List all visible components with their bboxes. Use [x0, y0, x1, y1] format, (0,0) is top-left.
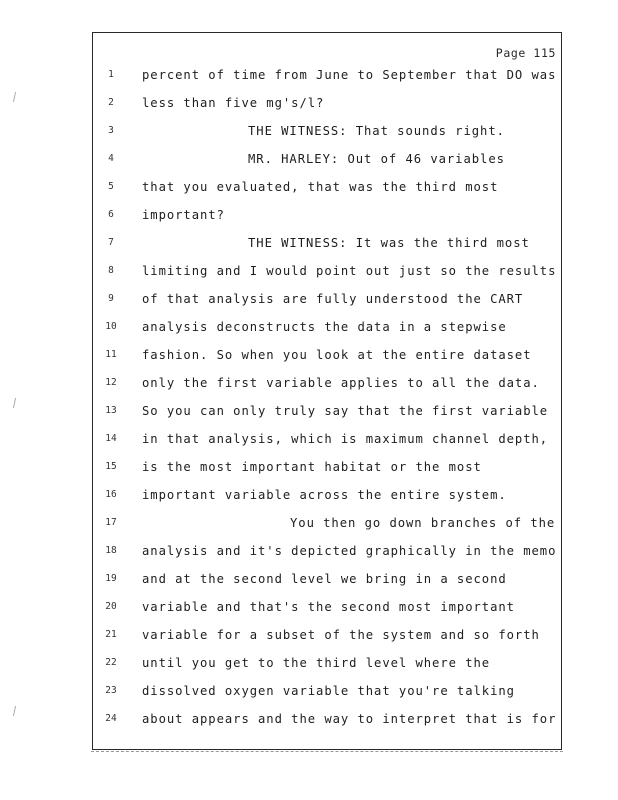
line-number: 22: [105, 657, 117, 668]
line-number: 19: [105, 573, 117, 584]
transcript-line: [0, 201, 618, 229]
transcript-line: [0, 229, 618, 257]
transcript-line: [0, 453, 618, 481]
transcript-line: [0, 145, 618, 173]
line-number: 3: [108, 125, 114, 136]
line-text: about appears and the way to interpret that is for: [142, 712, 557, 726]
line-text: less than five mg's/l?: [142, 96, 325, 110]
line-number: 21: [105, 629, 117, 640]
line-text: THE WITNESS: That sounds right.: [248, 124, 505, 138]
line-text: dissolved oxygen variable that you're talking: [142, 684, 515, 698]
transcript-line: [0, 565, 618, 593]
line-number: 4: [108, 153, 114, 164]
transcript-line: [0, 341, 618, 369]
transcript-line: [0, 173, 618, 201]
line-number: 13: [105, 405, 117, 416]
line-text: important variable across the entire system.: [142, 488, 507, 502]
line-number: 11: [105, 349, 117, 360]
transcript-line: [0, 369, 618, 397]
line-text: of that analysis are fully understood the CART: [142, 292, 524, 306]
transcript-line: [0, 649, 618, 677]
transcript-line: [0, 481, 618, 509]
line-text: So you can only truly say that the first variable: [142, 404, 549, 418]
transcript-line: [0, 285, 618, 313]
line-number: 12: [105, 377, 117, 388]
line-number: 14: [105, 433, 117, 444]
line-number: 1: [108, 69, 114, 80]
page-number: Page 115: [495, 46, 556, 60]
transcript-line: [0, 117, 618, 145]
line-number: 23: [105, 685, 117, 696]
line-text: fashion. So when you look at the entire dataset: [142, 348, 532, 362]
line-number: 24: [105, 713, 117, 724]
line-text: analysis and it's depicted graphically in the memo: [142, 544, 557, 558]
transcript-line: [0, 257, 618, 285]
line-text: analysis deconstructs the data in a stepwise: [142, 320, 507, 334]
line-text: THE WITNESS: It was the third most: [248, 236, 530, 250]
line-text: limiting and I would point out just so the results: [142, 264, 557, 278]
transcript-line: [0, 621, 618, 649]
line-text: percent of time from June to September that DO was: [142, 68, 557, 82]
line-number: 10: [105, 321, 117, 332]
line-text: that you evaluated, that was the third most: [142, 180, 499, 194]
line-number: 8: [108, 265, 114, 276]
line-number: 17: [105, 517, 117, 528]
transcript-line: [0, 593, 618, 621]
transcript-line: [0, 61, 618, 89]
line-text: MR. HARLEY: Out of 46 variables: [248, 152, 505, 166]
transcript-line: [0, 705, 618, 733]
transcript-line: [0, 397, 618, 425]
line-text: and at the second level we bring in a second: [142, 572, 507, 586]
line-number: 20: [105, 601, 117, 612]
line-text: variable for a subset of the system and so forth: [142, 628, 540, 642]
transcript-line: [0, 425, 618, 453]
line-number: 2: [108, 97, 114, 108]
line-number: 7: [108, 237, 114, 248]
transcript-lines: [0, 61, 618, 733]
line-text: only the first variable applies to all the data.: [142, 376, 540, 390]
line-text: is the most important habitat or the most: [142, 460, 482, 474]
scan-edge-noise: [91, 749, 563, 752]
line-number: 9: [108, 293, 114, 304]
line-number: 15: [105, 461, 117, 472]
line-number: 16: [105, 489, 117, 500]
line-text: important?: [142, 208, 225, 222]
transcript-line: [0, 537, 618, 565]
transcript-line: [0, 313, 618, 341]
line-text: You then go down branches of the: [290, 516, 556, 530]
line-number: 18: [105, 545, 117, 556]
line-number: 6: [108, 209, 114, 220]
transcript-line: [0, 677, 618, 705]
line-text: variable and that's the second most important: [142, 600, 515, 614]
line-text: until you get to the third level where the: [142, 656, 491, 670]
line-number: 5: [108, 181, 114, 192]
transcript-line: [0, 509, 618, 537]
transcript-line: [0, 89, 618, 117]
line-text: in that analysis, which is maximum channel depth,: [142, 432, 549, 446]
